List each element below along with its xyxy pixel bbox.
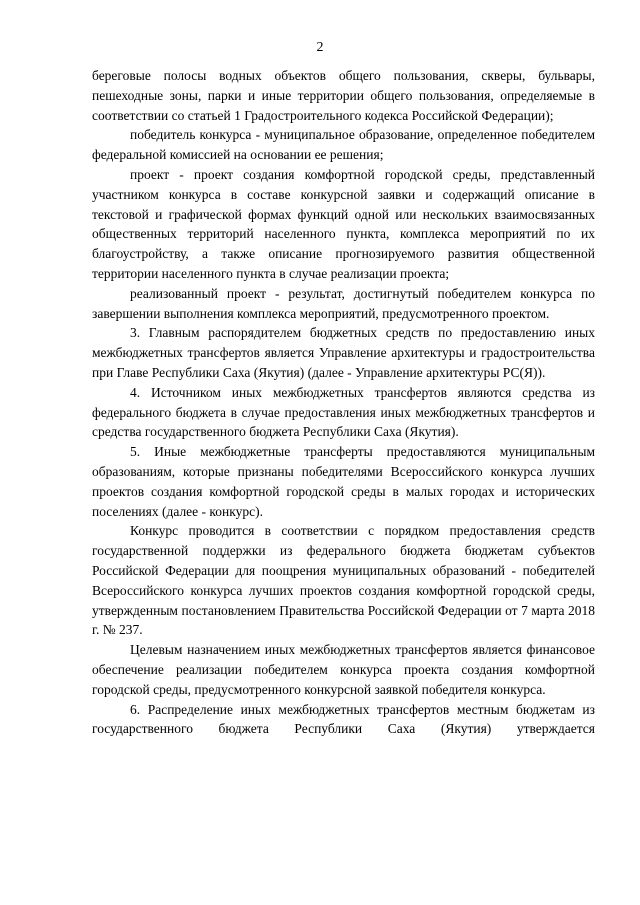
paragraph-definition-contest-winner: победитель конкурса - муниципальное образование, определенное победителем федеральной комиссией на основании ее решения; (92, 127, 595, 163)
paragraph-transfer-purpose: Целевым назначением иных межбюджетных трансфертов является финансовое обеспечение реализации победителем конкурса проекта создания комфортной городской среды, предусмотренного конкурсной заявкой победителя конкурса. (92, 642, 595, 697)
paragraph-public-territories-continued: береговые полосы водных объектов общего пользования, скверы, бульвары, пешеходные зоны, парки и иные территории общего пользования, определяемые в соответствии со статьей 1 Градостроительного кодекса Российской Федерации); (92, 68, 595, 123)
paragraph-3-chief-budget-administrator: 3. Главным распорядителем бюджетных средств по предоставлению иных межбюджетных трансфертов является Управление архитектуры и градостроительства при Главе Республики Саха (Якутия) (далее - Управление архитектуры РС(Я)). (92, 325, 595, 380)
paragraph-4-funding-source: 4. Источником иных межбюджетных трансфертов являются средства из федерального бюджета в случае предоставления иных межбюджетных трансфертов и средства государственного бюджета Республики Саха (Якутия). (92, 384, 595, 440)
paragraph-definition-implemented-project: реализованный проект - результат, достигнутый победителем конкурса по завершении выполнения комплекса мероприятий, предусмотренного проектом. (92, 285, 595, 321)
paragraph-contest-procedure: Конкурс проводится в соответствии с порядком предоставления средств государственной поддержки из федерального бюджета бюджетам субъектов Российской Федерации для поощрения муниципальных образований - победителей Всероссийского конкурса лучших проектов создания комфортной городской среды, утвержденным постановлением Правительства Российской Федерации от 7 марта 2018 г. № 237. (92, 523, 595, 638)
paragraph-5-transfer-recipients: 5. Иные межбюджетные трансферты предоставляются муниципальным образованиям, которые признаны победителями Всероссийского конкурса лучших проектов создания комфортной городской среды в малых городах и исторических поселениях (далее - конкурс). (92, 444, 595, 519)
paragraph-definition-project: проект - проект создания комфортной городской среды, представленный участником конкурса в составе конкурсной заявки и содержащий описание в текстовой и графической формах функций одной или нескольких взаимосвязанных общественных территорий населенного пункта, комплекса мероприятий по их благоустройству, а также описание прогнозируемого развития общественной территории населенного пункта в случае реализации проекта; (92, 166, 595, 281)
document-body (92, 66, 595, 739)
page-number: 2 (316, 40, 324, 55)
paragraph-6-distribution: 6. Распределение иных межбюджетных трансфертов местным бюджетам из государственного бюджета Республики Саха (Якутия) утверждается (92, 701, 595, 737)
